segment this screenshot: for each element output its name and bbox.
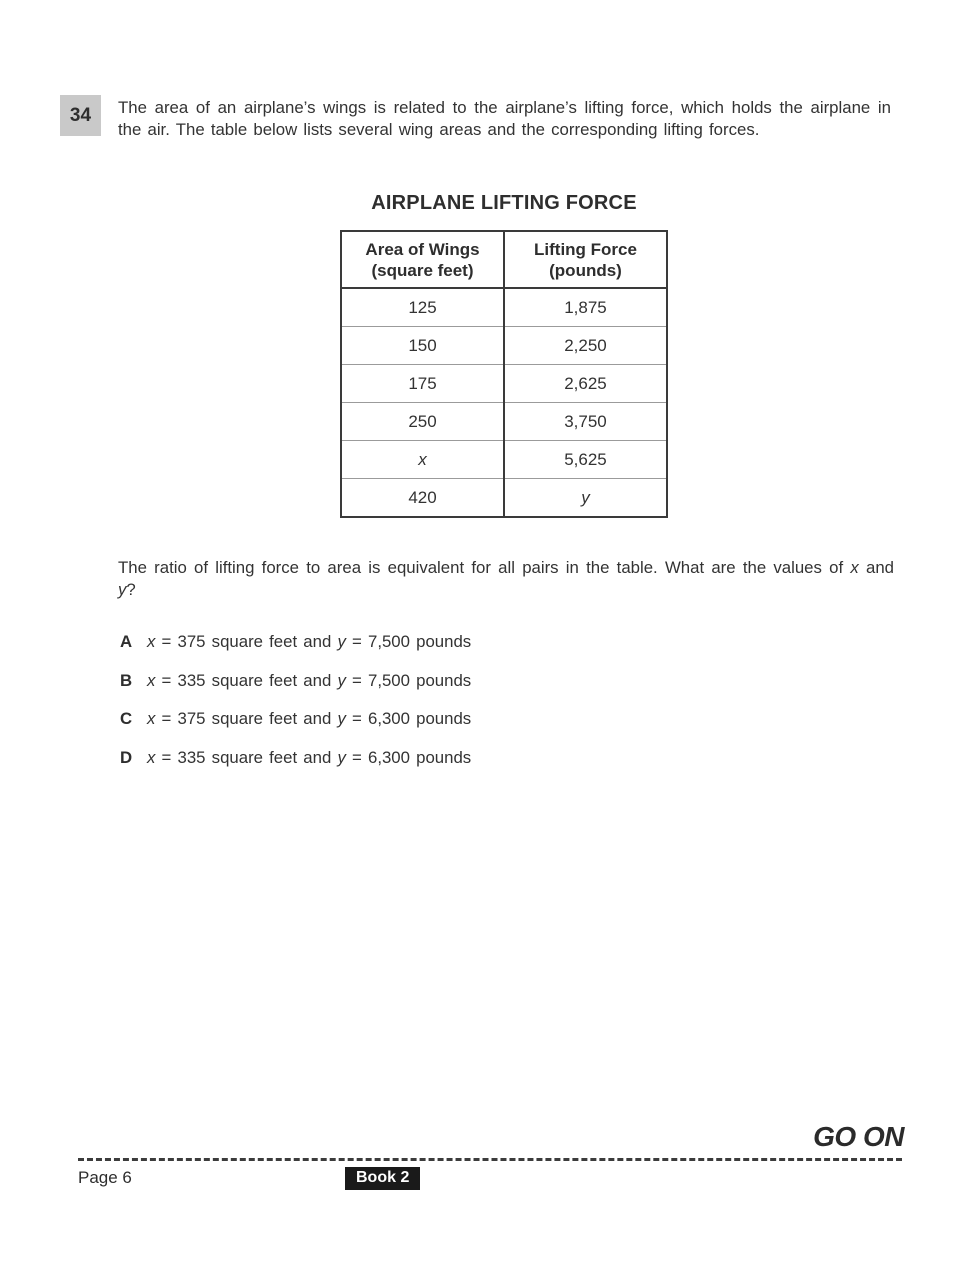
area-cell: 125 (341, 288, 504, 327)
page-number-label: Page 6 (78, 1168, 132, 1187)
choice-x-variable: x (147, 709, 156, 728)
area-cell: 150 (341, 327, 504, 365)
book-badge: Book 2 (345, 1167, 420, 1190)
table-row (341, 327, 667, 365)
table-header-force (504, 231, 667, 288)
header-force-line2: (pounds) (549, 260, 622, 280)
prompt-x-variable: x (850, 558, 859, 577)
force-cell: 5,625 (504, 441, 667, 479)
choice-text (147, 708, 471, 730)
table-row (341, 441, 667, 479)
area-cell: 420 (341, 479, 504, 518)
choice-y-variable: y (337, 709, 346, 728)
choice-x-variable: x (147, 632, 156, 651)
answer-choice-a (120, 631, 720, 653)
choice-x-variable: x (147, 670, 156, 690)
question-number: 34 (69, 104, 92, 126)
answer-choice-b (120, 670, 720, 692)
choice-y-value: = 7,500 pounds (345, 670, 472, 690)
table-row (341, 365, 667, 403)
answer-choices (120, 631, 720, 785)
force-cell: 2,625 (504, 365, 667, 403)
header-force-line1: Lifting Force (534, 239, 637, 259)
choice-y-value: = 6,300 pounds (345, 747, 472, 767)
table-header-area (341, 231, 504, 288)
choice-letter: D (120, 747, 133, 767)
header-area-line2: (square feet) (371, 260, 474, 280)
choice-text (147, 747, 471, 769)
area-cell: 175 (341, 365, 504, 403)
choice-text (147, 631, 471, 653)
footer-divider (78, 1158, 902, 1161)
answer-choice-d (120, 747, 720, 769)
choice-letter: A (120, 632, 133, 651)
choice-x-value: = 335 square feet and (155, 747, 338, 767)
choice-text (147, 670, 471, 692)
prompt-segment: and (858, 558, 894, 577)
choice-y-variable: y (337, 747, 346, 767)
table-title: AIRPLANE LIFTING FORCE (371, 192, 637, 214)
choice-y-value: = 7,500 pounds (345, 632, 472, 651)
lifting-force-table (340, 230, 668, 518)
force-cell-y-variable: y (504, 479, 667, 518)
choice-y-value: = 6,300 pounds (345, 709, 472, 728)
area-cell: 250 (341, 403, 504, 441)
table-row (341, 479, 667, 518)
choice-x-value: = 335 square feet and (155, 670, 338, 690)
go-on-label: GO ON (813, 1121, 904, 1152)
force-cell: 3,750 (504, 403, 667, 441)
force-cell: 2,250 (504, 327, 667, 365)
table-row (341, 288, 667, 327)
table-header-row (341, 231, 667, 288)
choice-letter: C (120, 709, 133, 728)
area-cell-x-variable: x (341, 441, 504, 479)
choice-letter: B (120, 670, 133, 690)
question-number-badge (60, 95, 101, 136)
question-prompt (118, 557, 894, 600)
prompt-segment: ? (126, 579, 136, 599)
prompt-y-variable: y (118, 579, 127, 599)
force-cell: 1,875 (504, 288, 667, 327)
table-row (341, 403, 667, 441)
choice-y-variable: y (337, 670, 346, 690)
choice-x-variable: x (147, 747, 156, 767)
answer-choice-c (120, 708, 720, 730)
prompt-segment: The ratio of lifting force to area is equivalent for all pairs in the table. What are the values of (118, 558, 851, 577)
choice-x-value: = 375 square feet and (155, 709, 338, 728)
question-intro: The area of an airplane’s wings is related to the airplane’s lifting force, which holds the airplane in the air. The table below lists several wing areas and the corresponding lifting forces. (118, 98, 891, 139)
header-area-line1: Area of Wings (365, 239, 480, 259)
choice-y-variable: y (337, 632, 346, 651)
choice-x-value: = 375 square feet and (155, 632, 338, 651)
